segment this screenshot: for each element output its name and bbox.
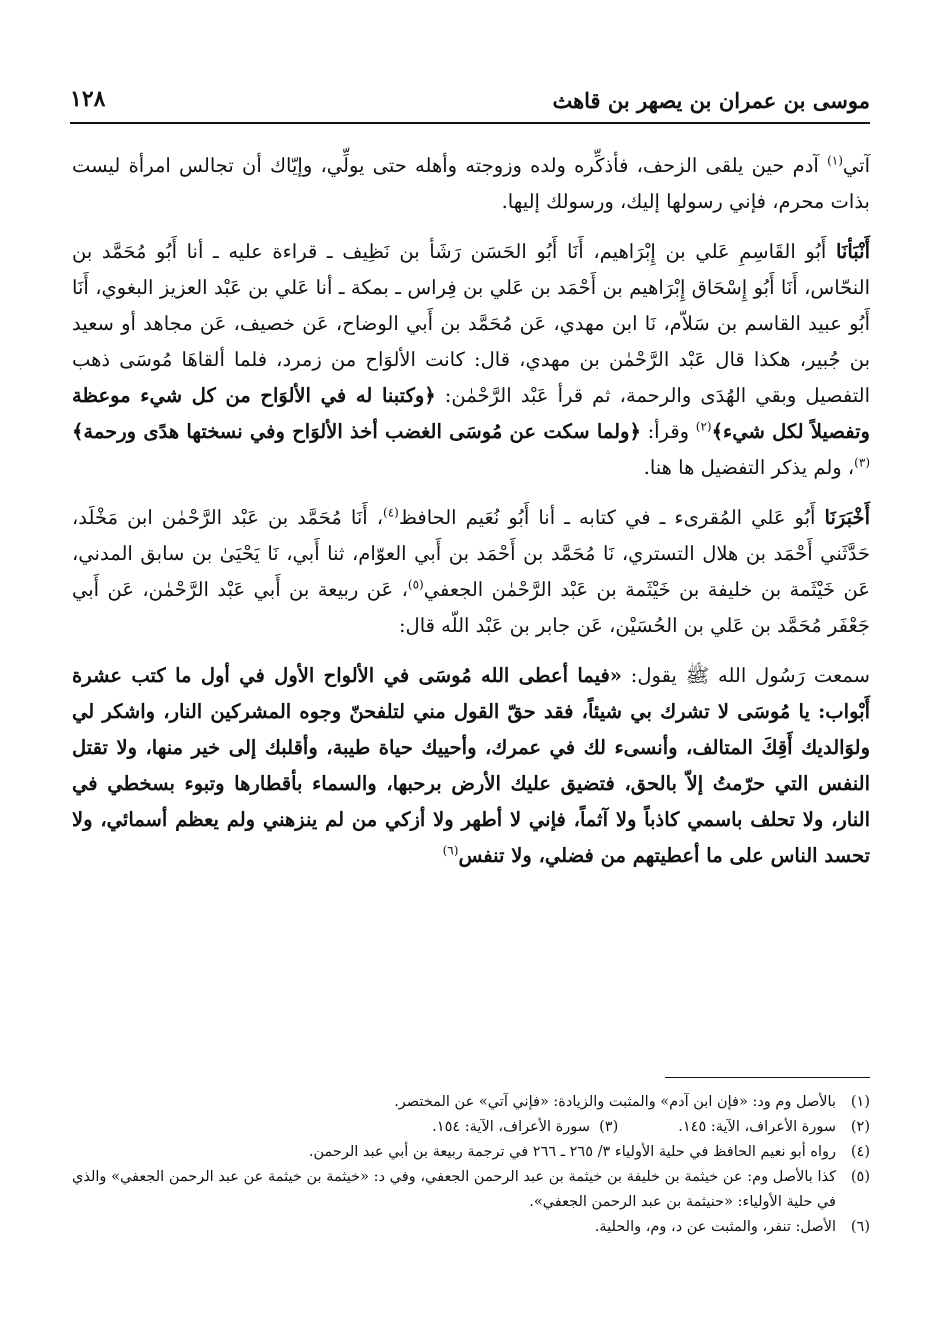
hadith-text: «فيما أعطى الله مُوسَى في الألواح الأول في أول ما كتب عشرة أَبْواب: يا مُوسَى لا تشرك بي شيئاً، فقد حقّ القول مني لتلفحنّ وجوه المشركين النار، واشكر لي ولوَالديك أَقِكَ المتالف، وأنسىء لك في عمرك، وأحييك حياة طيبة، وأقلبك إلى خير منها، ولا تقتل النفس التي حرّمتُ إلاّ بالحق، فتضيق عليك الأرض برحبها، والسماء بأقطارها وتبوء بسخطي في النار، ولا تحلف باسمي كاذباً ولا آثماً، فإني لا أطهر ولا أزكي من لم ينزهني ولم يعظم أسمائي، ولا تحسد الناس على ما أعطيتهم من فضلي، ولا تنفس [72,664,870,867]
text-run: سمعت رَسُول الله ﷺ يقول: [621,664,870,687]
paragraph-4 [72,658,870,874]
footnote-ref-4: (٤) [383,505,399,520]
footnote-text: رواه أبو نعيم الحافظ في حلية الأولياء ٣/ ٢٦٥ ـ ٢٦٦ في ترجمة ربيعة بن أبي عبد الرحمن. [308,1144,836,1160]
footnote-ref-1: (١) [827,153,843,168]
footnote-ref-6: (٦) [442,843,459,858]
quran-quote-2: ﴿ولما سكت عن مُوسَى الغضب أخذ الألوَاح وفي نسختها هدًى ورحمة﴾ [72,420,641,443]
text-run: أَبُو القَاسِمِ عَلي بن إِبْرَاهيم، أَنَا أَبُو الحَسَن رَشَأ بن نَظِيف ـ قراءة عليه ـ أنا أَبُو مُحَمَّد بن النحّاس، أَنَا أَبُو إِسْحَاق إِبْرَاهيم بن أَحْمَد بن عَلي بن فِراس ـ بمكة ـ أنا عَلي بن عَبْد العزيز البغوي، أَنَا أَبُو عبيد القاسم بن سَلاّم، نَا ابن مهدي، عَن مُحَمَّد بن أَبي الوضاح، عَن خصيف، عَن مجاهد أو سعيد بن جُبير، هكذا قال عَبْد الرَّحْمٰن بن مهدي، قال: كانت الألوَاح من زمرد، فلما ألقاهَا مُوسَى ذهب التفصيل وبقي الهُدَى والرحمة، ثم قرأ عَبْد الرَّحْمٰن: [72,240,870,407]
footnote-text: بالأصل وم ود: «فإن ابن آدم» والمثبت والزيادة: «فإني آتي» عن المختصر. [394,1094,836,1110]
paragraph-1 [72,148,870,220]
text-run: آتي [842,154,870,177]
page-number: ١٢٨ [70,86,106,112]
footnote-ref-2: (٢) [695,419,712,434]
running-header [70,82,870,124]
footnote-text: كذا بالأصل وم: عن خيثمة بن خليفة بن خيثمة بن عبد الرحمن الجعفي، وفي د: «خيثمة بن خيثمة عن عبد الرحمن الجعفي» والذي في حلية الأولياء: «حنيثمة بن عبد الرحمن الجعفي». [72,1169,836,1210]
isnad-lead-word: أَخْبَرَنَا [824,506,870,529]
paragraph-3 [72,500,870,644]
footnote-text: الأصل: تنفر، والمثبت عن د، وم، والحلية. [594,1219,836,1235]
header-title: موسى بن عمران بن يصهر بن قاهث [552,88,870,113]
footnote-number: (٦) [850,1219,870,1235]
footnote-number: (٥) [850,1169,870,1185]
text-run: أَبُو عَلي المُقرىء ـ في كتابه ـ أنا أَبُو نُعَيم الحافظ [398,506,825,529]
quran-quote-1: ﴿وكتبنا له في الألوَاح من كل شيء موعظة وتفصيلاً لكل شيء﴾ [72,384,870,443]
paragraph-2 [72,234,870,486]
isnad-lead-word: أَنْبَأنَا [835,240,870,263]
footnote-4 [72,1140,870,1165]
footnote-number: (٣) [599,1119,619,1135]
text-run: ، عَن ربيعة بن أَبي عَبْد الرَّحْمٰن، عَن أَبي جَعْفَر مُحَمَّد بن عَلي بن الحُسَيْن، عَن جابر بن عَبْد اللّه قال: [72,578,870,637]
footnote-ref-3: (٣) [854,455,870,470]
footnote-ref-5: (٥) [407,577,424,592]
text-run: ، ولم يذكر التفضيل ها هنا. [643,456,855,479]
text-run: ، أَنَا مُحَمَّد بن عَبْد الرَّحْمٰن ابن مَخْلَد، حَدَّثَني أَحْمَد بن هلال التستري، نَا مُحَمَّد بن أَحْمَد بن أَبي العوّام، ثنا أَبي، نَا يَحْيَىٰ بن سابق المدني، عَن خَيْثَمة بن خليفة بن خَيْثَمة بن عَبْد الرَّحْمٰن الجعفي [72,506,870,601]
footnote-number: (٤) [850,1144,870,1160]
footnote-6 [72,1215,870,1240]
text-run: وقرأ: [640,420,696,443]
footnote-text: سورة الأعراف، الآية: ١٥٤. [432,1119,590,1135]
main-text [72,148,870,874]
footnote-1 [72,1090,870,1115]
footnote-separator [665,1077,870,1078]
text-run: آدم حين يلقى الزحف، فأذكِّره ولده وزوجته وأهله حتى يولِّي، وإيّاك أن تجالس امرأة ليست بذات محرم، فإني رسولها إليك، ورسولك إليها. [72,154,870,213]
footnote-number: (٢) [850,1119,870,1135]
footnote-number: (١) [850,1094,870,1110]
footnote-2-3 [72,1115,870,1140]
footnotes [72,1090,870,1240]
footnote-3 [432,1115,618,1140]
footnote-5 [72,1165,870,1215]
footnote-text: سورة الأعراف، الآية: ١٤٥. [678,1119,836,1135]
footnote-pair [72,1115,836,1140]
